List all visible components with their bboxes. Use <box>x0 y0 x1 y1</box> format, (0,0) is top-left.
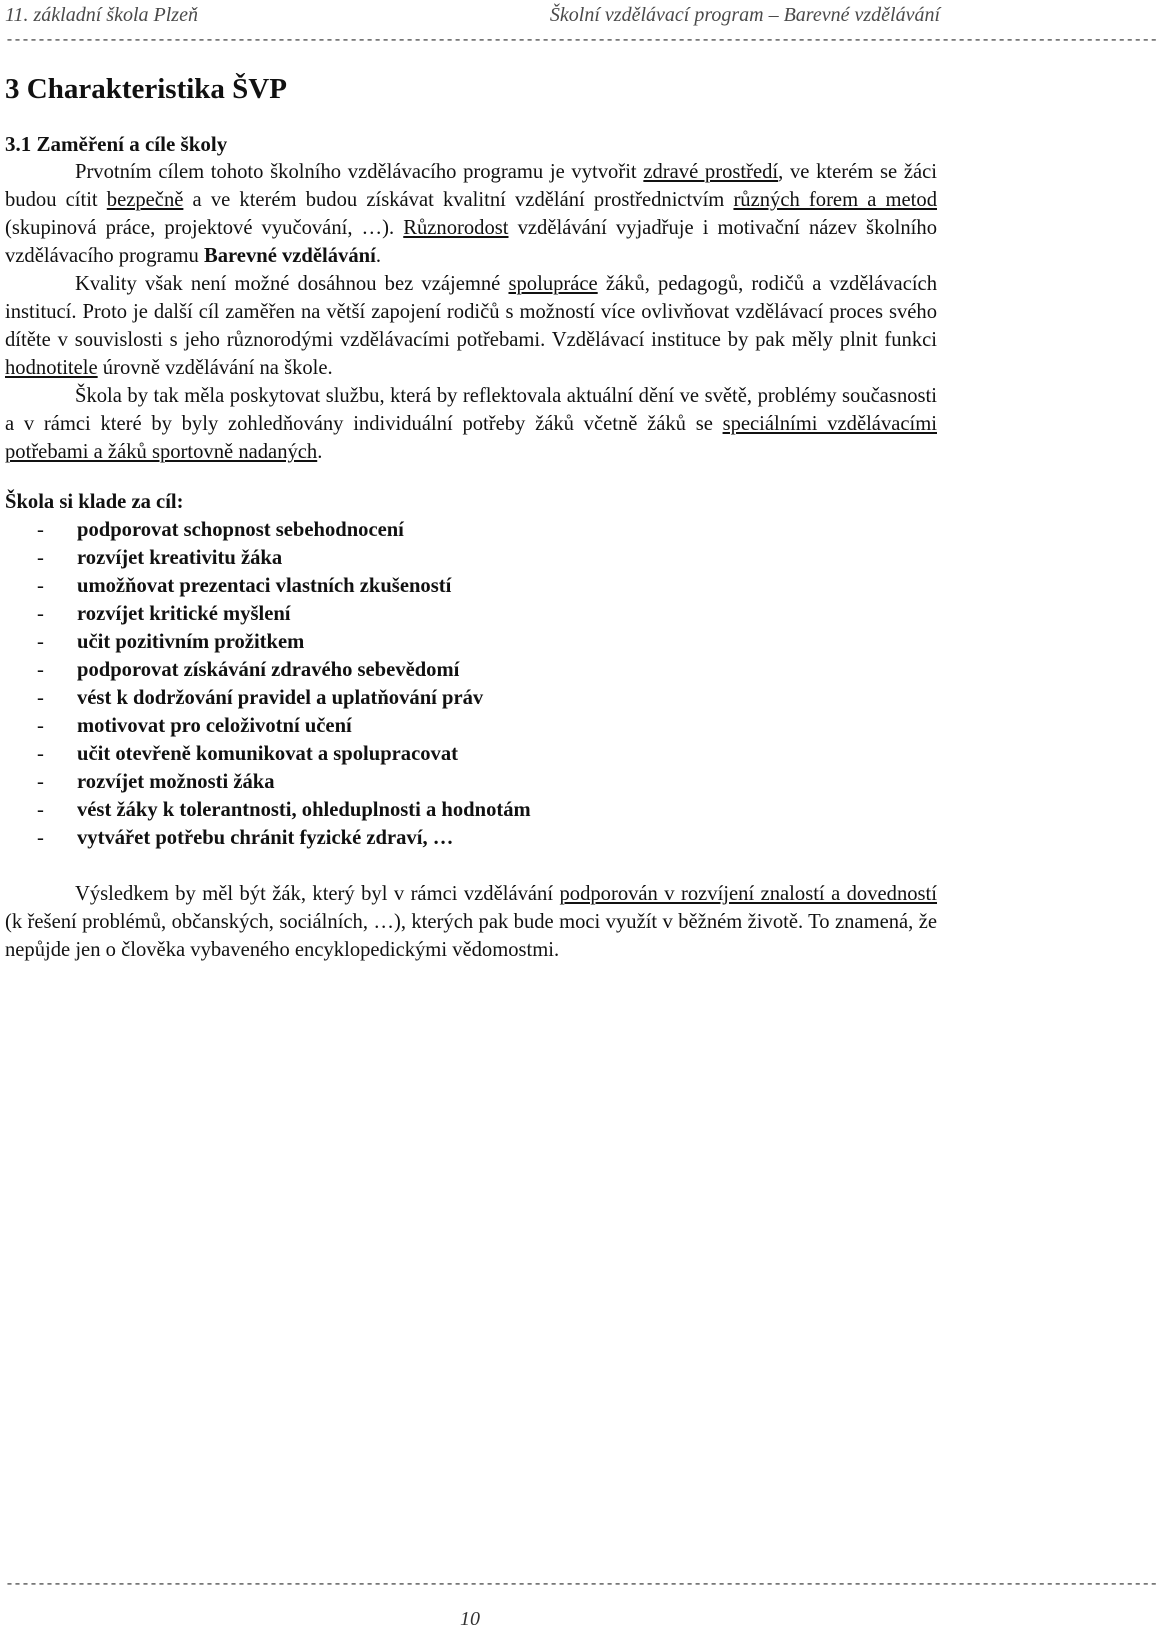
program-name-bold: Barevné vzdělávání <box>204 245 376 267</box>
underlined-text: podporován v rozvíjení znalostí a dovedností <box>559 883 938 905</box>
goals-title: Škola si klade za cíl: <box>5 491 184 513</box>
goal-item <box>5 796 937 824</box>
goal-text: vytvářet potřebu chránit fyzické zdraví, … <box>77 827 454 849</box>
text: Prvotním cílem tohoto školního vzdělávacího programu je vytvořit <box>75 161 644 183</box>
paragraph-aims <box>5 158 937 270</box>
goal-text: podporovat schopnost sebehodnocení <box>77 519 404 541</box>
goal-item <box>5 516 937 544</box>
bullet-dash: - <box>37 827 44 849</box>
paragraph-service <box>5 382 937 466</box>
goal-item <box>5 600 937 628</box>
paragraph-outcome <box>5 880 937 964</box>
goal-item <box>5 712 937 740</box>
section-title: 3.1 Zaměření a cíle školy <box>5 132 228 156</box>
bullet-dash: - <box>37 771 44 793</box>
goal-text: učit pozitivním prožitkem <box>77 631 305 653</box>
footer-separator: ------------------------------------------------------------------------------------------------------------------------------------------------ <box>5 1576 1157 1593</box>
bullet-dash: - <box>37 603 44 625</box>
bullet-dash: - <box>37 519 44 541</box>
underlined-text: Různorodost <box>403 217 509 239</box>
bullet-dash: - <box>37 743 44 765</box>
goal-text: učit otevřeně komunikovat a spolupracovat <box>77 743 458 765</box>
goal-item <box>5 768 937 796</box>
goals-list <box>5 516 937 852</box>
text: . <box>317 441 323 463</box>
header-program-name: Školní vzdělávací program – Barevné vzdělávání <box>549 4 940 26</box>
text: Výsledkem by měl být žák, který byl v rámci vzdělávání <box>75 883 560 905</box>
chapter-title: 3 Charakteristika ŠVP <box>5 73 287 105</box>
document-body <box>5 70 937 964</box>
text: úrovně vzdělávání na škole. <box>97 357 333 379</box>
goal-text: vést žáky k tolerantnosti, ohleduplnosti a hodnotám <box>77 799 531 821</box>
underlined-text: spolupráce <box>508 273 598 295</box>
bullet-dash: - <box>37 547 44 569</box>
goal-text: umožňovat prezentaci vlastních zkušeností <box>77 575 452 597</box>
goal-item <box>5 572 937 600</box>
paragraph-cooperation <box>5 270 937 382</box>
goal-item <box>5 740 937 768</box>
goal-text: podporovat získávání zdravého sebevědomí <box>77 659 460 681</box>
underlined-text: zdravé prostředí <box>643 161 779 183</box>
bullet-dash: - <box>37 715 44 737</box>
text: (skupinová práce, projektové vyučování, …). <box>5 217 404 239</box>
text: (k řešení problémů, občanských, sociálních, …), kterých pak bude moci využít v běžném životě. To znamená, že nepůjde jen o člověka vybaveného encyklopedickými vědomostmi. <box>5 911 937 961</box>
underlined-text: různých forem a metod <box>733 189 937 211</box>
text: Kvality však není možné dosáhnou bez vzájemné <box>75 273 509 295</box>
goal-text: rozvíjet kreativitu žáka <box>77 547 283 569</box>
goal-text: rozvíjet kritické myšlení <box>77 603 291 625</box>
bullet-dash: - <box>37 631 44 653</box>
goal-item <box>5 628 937 656</box>
bullet-dash: - <box>37 799 44 821</box>
underlined-text: hodnotitele <box>5 357 98 379</box>
header-separator: ------------------------------------------------------------------------------------------------------------------------------------------------ <box>5 32 1157 49</box>
bullet-dash: - <box>37 659 44 681</box>
underlined-text: speciálními vzdělávacími potřebami a žáků sportovně nadaných <box>5 413 937 463</box>
header-school-name: 11. základní škola Plzeň <box>5 4 198 26</box>
text: žáků, pedagogů, rodičů a vzdělávacích institucí. Proto je další cíl zaměřen na větší zapojení rodičů s možností více ovlivňovat vzdělávací proces svého dítěte v souvislosti s jeho různorodými vzdělávacími potřebami. Vzdělávací instituce by pak měly plnit funkci <box>5 273 937 351</box>
goal-item <box>5 656 937 684</box>
text: , ve kterém se žáci budou cítit <box>5 161 938 211</box>
goal-text: motivovat pro celoživotní učení <box>77 715 352 737</box>
goal-item <box>5 824 937 852</box>
text: vzdělávání vyjadřuje i motivační název školního vzdělávacího programu <box>5 217 937 267</box>
page-number: 10 <box>460 1608 480 1630</box>
goal-text: rozvíjet možnosti žáka <box>77 771 275 793</box>
goal-item <box>5 684 937 712</box>
text: . <box>375 245 381 267</box>
bullet-dash: - <box>37 687 44 709</box>
bullet-dash: - <box>37 575 44 597</box>
text: Škola by tak měla poskytovat službu, která by reflektovala aktuální dění ve světě, problémy současnosti a v rámci které by byly zohledňovány individuální potřeby žáků včetně žáků se <box>5 385 937 435</box>
underlined-text: bezpečně <box>106 189 184 211</box>
goal-item <box>5 544 937 572</box>
page-header <box>5 4 940 27</box>
goal-text: vést k dodržování pravidel a uplatňování práv <box>77 687 484 709</box>
text: a ve kterém budou získávat kvalitní vzdělání prostřednictvím <box>183 189 734 211</box>
